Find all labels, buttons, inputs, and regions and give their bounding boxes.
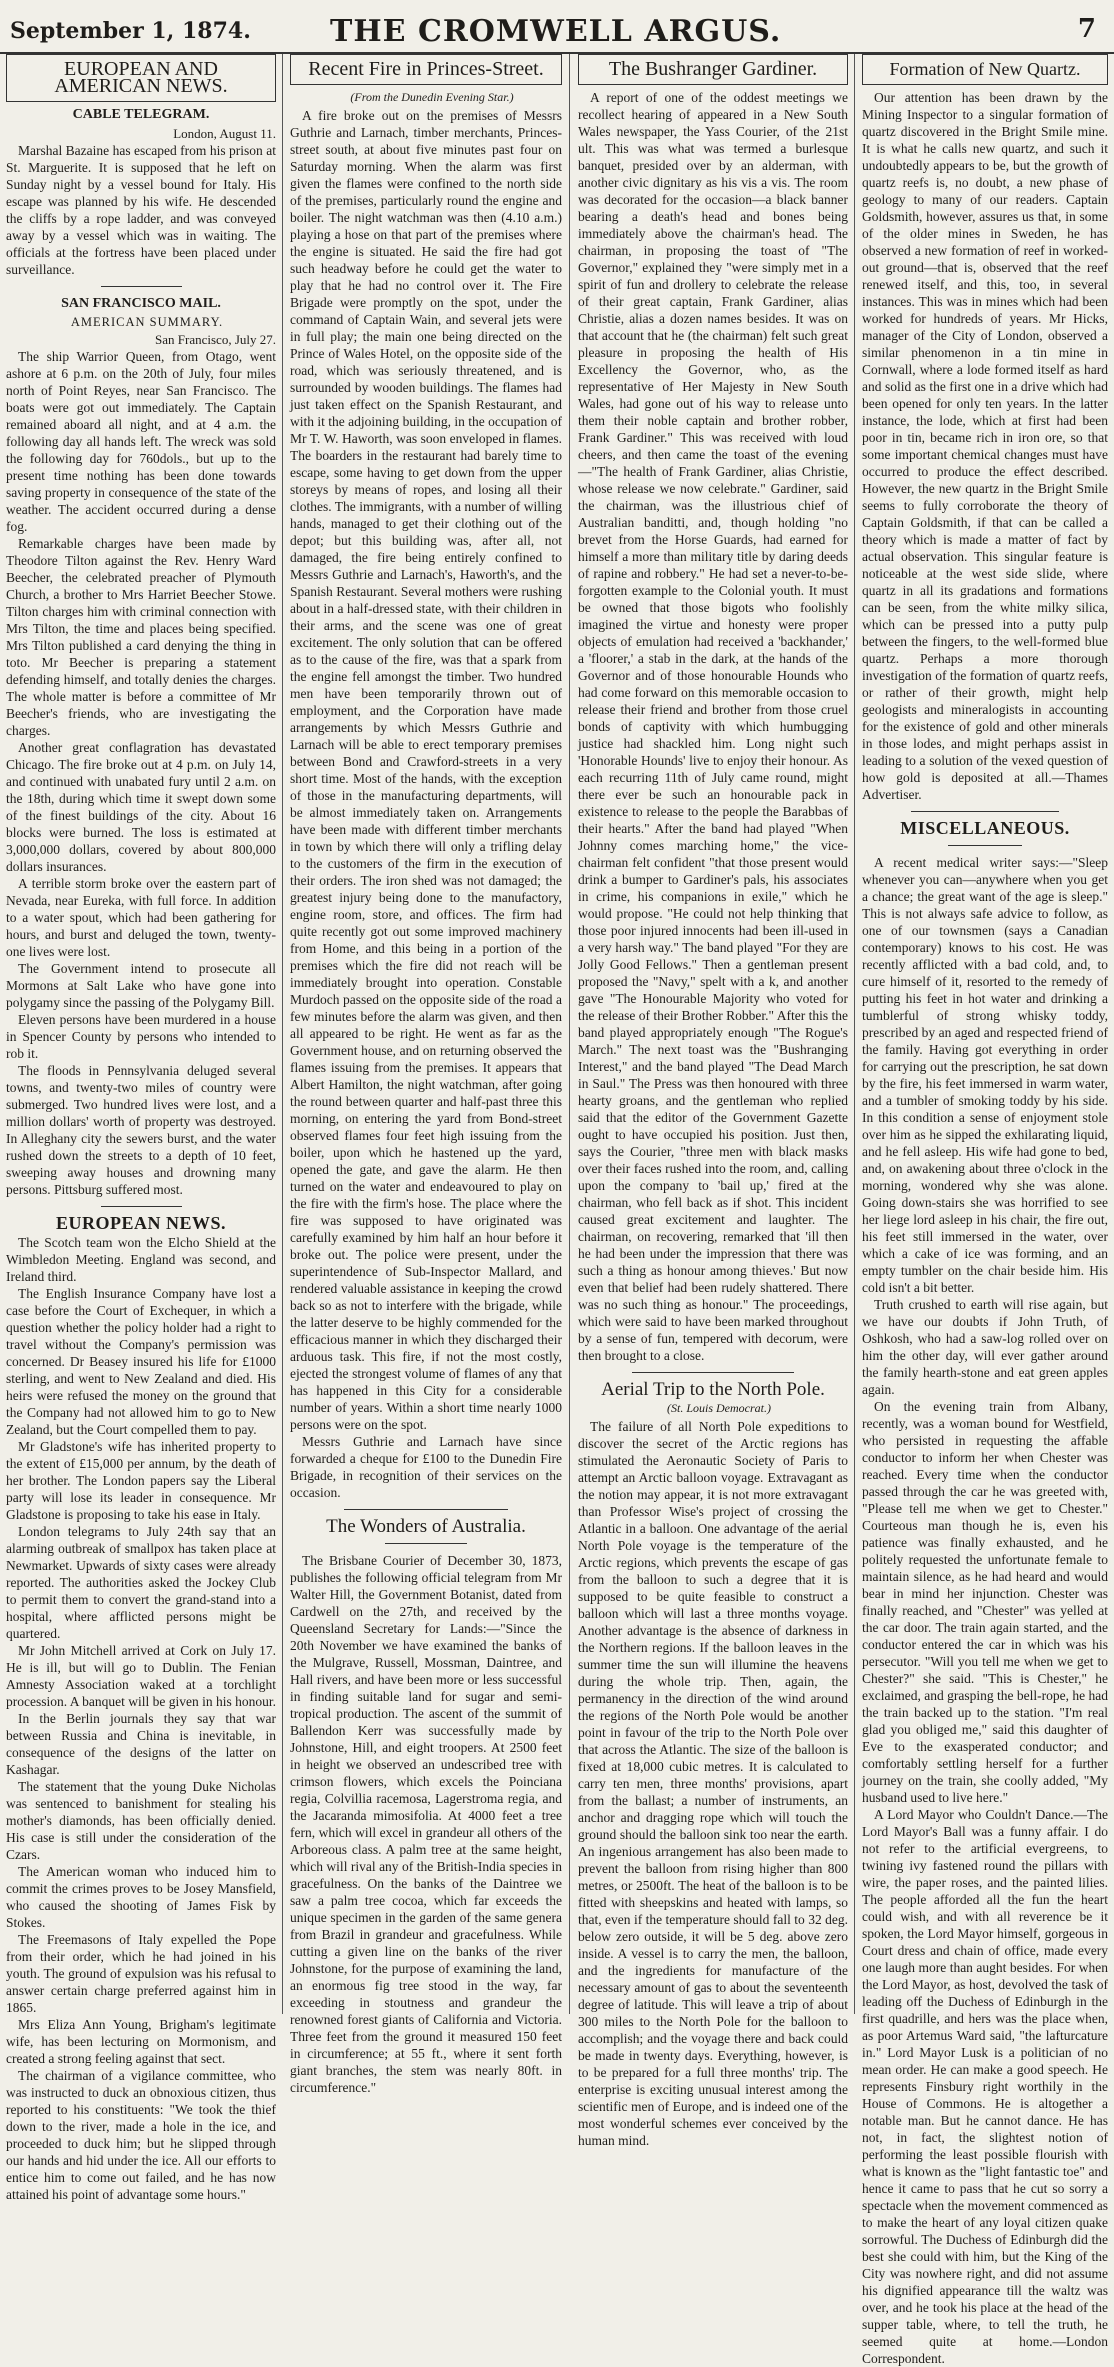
bushranger-heading: The Bushranger Gardiner. bbox=[608, 58, 818, 80]
article-paragraph: A recent medical writer says:—"Sleep whenever you can—anywhere when you get a chance; the great want of the age is sleep." This is not always safe advice to follow, as one of our townsmen (says a Canadian contemporary) knows to his cost. He was recently afflicted with a bad cold, and, to cure himself of it, resorted to the remedy of putting his feet in hot water and drinking a tumblerful of strong whisky toddy, prescribed by an aged and respected friend of the family. Having got everything in order for carrying out the prescription, he sat down by the fire, his feet immersed in warm water, and a tumbler of smoking toddy by his side. In this condition a sense of enjoyment stole over him as he sipped the exhilarating liquid, and he fell asleep. His wife had gone to bed, and, on awakening about three o'clock in the morning, wondered why she was alone. Going down-stairs she was horrified to see her liege lord asleep in his chair, the fire out, his feet still immersed in the water, over which a cake of ice was forming, and an empty tumbler on the chair beside him. His cold isn't a bit better. bbox=[862, 855, 1108, 1295]
recent-fire-heading: Recent Fire in Princes-Street. bbox=[308, 58, 544, 80]
column-1 bbox=[6, 54, 276, 2202]
article-paragraph: The ship Warrior Queen, from Otago, went ashore at 6 p.m. on the 20th of July, four miles north of Point Reyes, near San Francisco. The boats were got out immediately. The Captain remained aboard all night, and at 4 a.m. the following day all hands left. The wreck was sold the following day for 760dols., but up to the present time nothing has been done towards saving property in consequence of the state of the weather. The accident occurred during a dense fog. bbox=[6, 349, 276, 534]
column-2 bbox=[290, 54, 562, 2095]
divider bbox=[101, 1206, 182, 1207]
page-columns bbox=[0, 54, 1114, 2366]
misc-paragraphs bbox=[862, 854, 1108, 2367]
american-summary-subheading: AMERICAN SUMMARY. bbox=[70, 315, 224, 329]
column-rule bbox=[569, 54, 570, 2014]
divider bbox=[101, 286, 182, 287]
column-3 bbox=[578, 54, 848, 2148]
article-heading-box bbox=[578, 54, 848, 85]
article-paragraph: The failure of all North Pole expeditions to discover the secret of the Arctic regions has stimulated the Aeronautic Society of Paris to attempt an Arctic balloon voyage. Extravagant as the notion may appear, it is not more extravagant than Professor Wise's project of crossing the Atlantic in a balloon. One advantage of the aerial North Pole voyage is the temperature of the Arctic regions, which prevents the escape of gas from the balloon to such a degree that it is supposed to be quite feasible to construct a balloon which will last a three months voyage. Another advantage is the absence of darkness in the Northern regions. If the balloon leaves in the summer time the sun will illumine the heavens during the whole trip. Then, again, the permanency in the direction of the wind around the regions of the North Pole would be another point in favour of the trip to the North Pole over that across the Atlantic. The size of the balloon is fixed at 18,000 cubic metres. It is calculated to carry ten men, three months' provisions, apart from the ballast; a number of instruments, an anchor and dragging rope which will touch the ground should the balloon sink too near the earth. An ingenious arrangement has also been made to prevent the balloon from rising higher than 800 metres, or 2500ft. The heat of the balloon is to be fitted with sheepskins and heated with lamps, so that, even if the temperature should fall to 32 deg. below zero outside, it will be 5 deg. above zero inside. A vessel is to carry the men, the balloon, and the ingredients for manufacture of the necessary amount of gas to about the seventeenth degree of latitude. This will leave a trip of about 300 miles to the North Pole for the balloon to accomplish; and the voyage there and back could be made in twenty days. Everything, however, is to be prepared for a full three months' trip. The enterprise is exciting unusual interest among the scientific men of Europe, and is indeed one of the most wonderful schemes ever conceived by the human mind. bbox=[578, 1419, 848, 2148]
divider bbox=[385, 1543, 467, 1544]
fire-paragraphs bbox=[290, 107, 562, 1501]
section-heading-box bbox=[6, 54, 276, 102]
euro-paragraphs bbox=[6, 1234, 276, 2203]
article-paragraph: The chairman of a vigilance committee, who was instructed to duck an obnoxious citizen, thus reported to his constituents: "We took the thief down to the river, made a hole in the ice, and proceeded to duck him; but he slipped through our hands and hid under the ice. All our efforts to entice him to come out failed, and he has now attained his point of advantage some hours." bbox=[6, 2068, 276, 2202]
wonders-paragraphs bbox=[290, 1552, 562, 2096]
article-paragraph: The Government intend to prosecute all Mormons at Salt Lake who have gone into polygamy since the passing of the Polygamy Bill. bbox=[6, 961, 276, 1010]
article-paragraph: On the evening train from Albany, recently, was a woman bound for Westfield, who persisted in requesting the affable conductor to inform her when Chester was reached. Every time when the conductor passed through the car he was greeted with, "Please tell me when we get to Chester." Courteous man though he is, even his patience was finally exhausted, and he politely requested the unfortunate female to maintain silence, as he had heard and would bear in mind her injunction. Chester was finally reached, and "Chester" was yelled at the car door. The train again started, and the conductor entered the car in which was his persecutor. "Will you tell me when we get to Chester?" she said. "This is Chester," he exclaimed, and grasping the bell-rope, he had the train backed up to the station. "I'm real glad you obliged me," said this daughter of Eve to the exasperated conductor; and comfortably settling herself for a further journey on the train, she coolly added, "My husband used to live here." bbox=[862, 1399, 1108, 1805]
article-paragraph: The floods in Pennsylvania deluged several towns, and twenty-two miles of country were submerged. Two hundred lives were lost, and a million dollars' worth of property was destroyed. In Alleghany city the sewers burst, and the water rushed down the streets to a depth of 10 feet, sweeping away houses and drowning many persons. Pittsburg suffered most. bbox=[6, 1063, 276, 1197]
article-paragraph: Mrs Eliza Ann Young, Brigham's legitimate wife, has been lecturing on Mormonism, and created a strong feeling against that sect. bbox=[6, 2017, 276, 2066]
bushranger-paragraphs bbox=[578, 89, 848, 1364]
newspaper-title: THE CROMWELL ARGUS. bbox=[330, 14, 782, 49]
quartz-paragraphs bbox=[862, 89, 1108, 803]
cable-text: Marshal Bazaine has escaped from his prison at St. Marguerite. It is supposed that he left on Sunday night by a vessel bound for Italy. His escape was planned by his wife. He descended the cliffs by a rope ladder, and was conveyed away by a vessel which was in waiting. The officials at the fortress have been placed under surveillance. bbox=[6, 143, 276, 277]
fire-source: (From the Dunedin Evening Star.) bbox=[350, 90, 514, 104]
divider bbox=[911, 811, 1059, 812]
miscellaneous-heading: MISCELLANEOUS. bbox=[900, 818, 1070, 838]
article-paragraph: Remarkable charges have been made by Theodore Tilton against the Rev. Henry Ward Beecher, the celebrated preacher of Plymouth Church, a brother to Mrs Harriet Beecher Stowe. Tilton charges him with criminal connection with Mrs Tilton, the time and places being specified. Mrs Tilton published a card denying the thing in toto. Mr Beecher is preparing a statement defending himself, and totally denies the charges. The whole matter is before a committee of Mr Beecher's friends, who are investigating the charges. bbox=[6, 536, 276, 738]
article-paragraph: The American woman who induced him to commit the crimes proves to be Josey Mansfield, who caused the shooting of James Fisk by Stokes. bbox=[6, 1864, 276, 1930]
sf-paragraphs bbox=[6, 348, 276, 1198]
article-paragraph: A report of one of the oddest meetings we recollect hearing of appeared in a New South Wales newspaper, the Yass Courier, of the 21st ult. This was what was termed a burlesque banquet, presided over by an alderman, with another civic dignitary as his vis a vis. The room was decorated for the occasion—a black banner bearing a death's head and bones being immediately above the chairman's head. The chairman, in proposing the toast of "The Governor," explained they "were simply met in a spirit of fun and drollery to celebrate the release of their great captain, Frank Gardiner, alias Christie, alias a dozen names besides. It was on that account that he (the chairman) felt such great pleasure in proposing the health of His Excellency the Governor, who, as the representative of Her Majesty in New South Wales, had gone out of his way to release unto them their noble captain and brother robber, Frank Gardiner." This was received with loud cheers, and then came the toast of the evening—"The health of Frank Gardiner, alias Christie, whose release we now celebrate." Gardiner, said the chairman, was the illustrious chief of Australian banditti, and, though holding "no brevet from the Horse Guards, had earned for himself a more than military title by daring deeds of rapine and robbery." He had set a never-to-be-forgotten example to the Colonial youth. It must be owned that those bigots who foolishly imagined the virtue and honesty were proper objects of emulation had received a 'backhander,' a 'floorer,' a stab in the dark, at the hands of the Governor and of those honourable Hounds who had come forward on this memorable occasion to release their friend and brother from those cruel bonds of captivity with which humbugging justice had shackled him. Long night such 'Honorable Hounds' live to enjoy their honour. As each recurring 11th of July came round, might there ever be such an honourable pack in existence to release to the people the Barabbas of their hearts." After the band had played "When Johnny comes marching home," the vice-chairman felt confident "that those present would drink a bumper to Gardiner's pals, his associates in crime, his companions in exile," which he would propose. "He could not help thinking that those poor injured innocents had been ill-used in a very harsh way." The band played "For they are Jolly Good Fellows." Then a gentleman present proposed the "Navy," spelt with a k, and another gave "The Honourable Majority who voted for the release of their Brother Robber." After this the band played appropriately enough "The Rogue's March." The next toast was the "Bushranging Interest," and the band played "The Dead March in Saul." The Press was then honoured with three hearty groans, and the gentleman who replied said that the editor of the Government Gazette ought to have occupied his position. Just then, says the Courier, "three men with black masks over their faces rushed into the room, and, calling upon the company to 'bail up,' fired at the chairman, who fell back as if shot. This incident caused great excitement and laughter. The chairman, on recovering, remarked that 'ill then he had been under the impression that there was such a thing as honour among thieves.' But now even that belief had been rudely shattered. There was no such thing as honour." The proceedings, which were said to have been marked throughout by a sense of fun, tempered with decorum, were then brought to a close. bbox=[578, 90, 848, 1363]
article-paragraph: The Scotch team won the Elcho Shield at the Wimbledon Meeting. England was second, and Ireland third. bbox=[6, 1235, 276, 1284]
sf-dateline: San Francisco, July 27. bbox=[155, 332, 276, 347]
article-paragraph: Another great conflagration has devastated Chicago. The fire broke out at 4 p.m. on July 14, and continued with unabated fury until 2 a.m. on the 18th, during which time it swept down some of the finest buildings of the city. About 16 blocks were burned. The loss is estimated at 3,000,000 dollars, covered by about 800,000 dollars insurances. bbox=[6, 740, 276, 874]
cable-dateline: London, August 11. bbox=[173, 126, 276, 141]
aerial-source: (St. Louis Democrat.) bbox=[667, 1401, 771, 1415]
article-paragraph: Our attention has been drawn by the Mining Inspector to a singular formation of quartz discovered in the Bright Smile mine. It is what he calls new quartz, and such it undoubtedly appears to be, but the growth of quartz reefs is, no doubt, a new phase of geology to many of our readers. Captain Goldsmith, however, assures us that, in some of the older mines in Sweden, he has observed a new formation of reef in worked-out ground—that is, observed that the reef renewed itself, and this, too, in several instances. This was in mines which had been worked for hundreds of years. Mr Hicks, manager of the City of London, observed a similar phenomenon in a tin mine in Cornwall, where a lode formed itself as hard and solid as the first one in a drive which had been opened for only ten years. In the latter instance, the lode, which at first had been poor in tin, became rich in iron ore, so that some important chemical changes must have occurred to produce the effect described. However, the new quartz in the Bright Smile seems to fully corroborate the theory of Captain Goldsmith, if that can be called a theory which is made a matter of fact by actual observation. This singular feature is noticeable at the west side slide, where quartz in all its gradations and formations can be seen, from the white milky silica, which can be pressed into a putty pulp between the fingers, to the well-formed blue quartz. Perhaps a more thorough investigation of the formation of quartz reefs, or rather of their growth, might help geologists and mineralogists in accounting for the existence of gold and other minerals in those lodes, and might perhaps assist in leading to a solution of the vexed question of how gold is deposited at all.—Thames Advertiser. bbox=[862, 90, 1108, 802]
article-heading-box bbox=[290, 54, 562, 85]
article-paragraph: Mr Gladstone's wife has inherited property to the extent of £15,000 per annum, by the death of her brother. The London papers say the Liberal party will lose its leader in consequence. Mr Gladstone is proposing to take his ease in Italy. bbox=[6, 1439, 276, 1522]
new-quartz-heading: Formation of New Quartz. bbox=[889, 59, 1081, 79]
article-paragraph: The Brisbane Courier of December 30, 1873, publishes the following official telegram from Mr Walter Hill, the Government Botanist, dated from Cardwell on the 27th, and received by the Queensland Secretary for Lands:—"Since the 20th November we have examined the banks of the Mulgrave, Russell, Mossman, Daintree, and Hall rivers, and have been more or less successful in finding suitable land for sugar and semi-tropical production. The ascent of the summit of Ballendon Kerr was successfully made by Johnstone, Hill, and eight troopers. At 2500 feet in height we observed an undescribed tree with crimson flowers, which excels the Poinciana regia, Colvillia racemosa, Lagerstroma regia, and the Jacaranda mimosifolia. At 4000 feet a tree fern, which will excel in grandeur all others of the Arboreous class. A palm tree at the same height, which will rival any of the British-India species in gracefulness. On the banks of the Daintree we saw a palm tree cocoa, which far exceeds the unique specimen in the garden of the same genera from Brazil in grandeur and gracefulness. While cutting a given line on the banks of the river Johnstone, for the purpose of examining the land, an enormous fig tree stood in the way, far exceeding in stoutness and grandeur the renowned forest giants of California and Victoria. Three feet from the ground it measured 150 feet in circumference; at 55 ft., where it sent forth giant branches, the stem was nearly 80ft. in circumference." bbox=[290, 1553, 562, 2095]
article-paragraph: The English Insurance Company have lost a case before the Court of Exchequer, in which a question whether the policy holder had a right to travel without the Company's permission was concerned. Dr Beasey insured his life for £1000 sterling, and went to New Zealand and died. His heirs were refused the money on the ground that the Company had not allowed him to go to New Zealand, but the Court compelled them to pay. bbox=[6, 1286, 276, 1437]
article-paragraph: A Lord Mayor who Couldn't Dance.—The Lord Mayor's Ball was a funny affair. I do not refer to the artificial evergreens, to twining ivy fastened round the pillars with wire, the paper roses, and the painted lilies. The people afforded all the fun the heart could wish, and with all reverence be it spoken, the Lord Mayor himself, gorgeous in Court dress and chain of office, made every one laugh more than aught besides. For when the Lord Mayor, as host, devolved the task of leading off the Duchess of Edinburgh in the first quadrille, and hers was the place when, as poor Artemus Ward said, "the lafturcature in." Lord Mayor Lusk is a politician of no mean order. He can make a good speech. He represents Finsbury right worthily in the House of Commons. He is altogether a notable man. But he cannot dance. He has not, in fact, the slightest notion of performing the least possible flourish with what is known as the "light fantastic toe" and hence it came to pass that he cut so sorry a spectacle when the movement commenced as to make the heart of any loyal citizen quake sorrowful. The Duchess of Edinburgh did the best she could with him, but the King of the City was nowhere right, and did not assume his dignified appearance till the waltz was over, and he took his place at the head of the supper table, where, to tell the truth, he seemed quite at home.—London Correspondent. bbox=[862, 1807, 1108, 2366]
article-heading-box bbox=[862, 54, 1108, 85]
page-number: 7 bbox=[1077, 14, 1096, 44]
aerial-trip-heading: Aerial Trip to the North Pole. bbox=[601, 1379, 825, 1400]
divider bbox=[632, 1372, 794, 1373]
article-paragraph: A fire broke out on the premises of Messrs Guthrie and Larnach, timber merchants, Princes-street south, at about five minutes past four on Saturday morning. When the alarm was first given the flames were confined to the north side of the premises, particularly round the engine and boiler. The night watchman was then (4.10 a.m.) playing a hose on that part of the premises where the engine is situated. He said the fire had got such headway before he could get the water to play that he had no control over it. The Fire Brigade were promptly on the spot, under the command of Captain Wain, and several jets were in full play; the main one being directed on the Prince of Wales Hotel, on the opposite side of the road, which was seriously threatened, and is surrounded by wooden buildings. The flames had just taken effect on the Spanish Restaurant, and with it the adjoining building, in the occupation of Mr T. W. Haworth, was soon enveloped in flames. The boarders in the restaurant had barely time to escape, some having to get down from the upper storeys by means of ropes, and losing all their clothes. The immigrants, with a number of willing hands, managed to get their clothing out of the depot; but this building was, after all, not damaged, the fire being entirely confined to Messrs Guthrie and Larnach's, Haworth's, and the Spanish Restaurant. Several mothers were rushing about in a half-dressed state, with their children in their arms, and the scene was one of great excitement. The only solution that can be offered as to the cause of the fire, was that a spark from the engine fell amongst the timber. Two hundred men have been temporarily thrown out of employment, and the Corporation have made arrangements by which Messrs Guthrie and Larnach will be able to erect temporary premises between Bond and Crawford-streets in a very short time. Most of the hands, with the exception of those in the manufacturing departments, will be almost immediately taken on. Arrangements have been made with different timber merchants in town by which there will only a trifling delay to the customers of the firm in the execution of their orders. The iron shed was not damaged; the greatest injury being done to the manufactory, engine room, store, and offices. The firm had quite recently got out some improved machinery from Home, and this being in a portion of the premises which the fire did not reach will be immediately brought into operation. Constable Murdoch passed on the opposite side of the road a few minutes before the alarm was given, and then all appeared to be right. He went as far as the Government house, and on returning observed the flames issuing from the premises. It appears that Albert Hamilton, the night watchman, after going the round between quarter and half-past three this morning, on entering the yard from Bond-street observed flames four feet high issuing from the boiler, upon which he hastened up the yard, opened the gate, and gave the alarm. He then turned on the water and endeavoured to play on the fire with the firm's hose. The place where the fire was supposed to have originated was carefully examined by him half an hour before it broke out. The police were present, under the superintendence of Sub-Inspector Mallard, and rendered valuable assistance in keeping the crowd back so as not to interfere with the brigade, while the latter deserve to be highly commended for the efficacious manner in which they discharged their arduous task. This fire, if not the most costly, ejected the strongest volume of flames of any that has happened in this City for a considerable number of years. Within a short time nearly 1000 persons were on the spot. bbox=[290, 108, 562, 1432]
divider bbox=[344, 1509, 507, 1510]
masthead bbox=[0, 0, 1114, 54]
article-paragraph: Mr John Mitchell arrived at Cork on July 17. He is ill, but will go to Dublin. The Fenian Amnesty Association waked at a torchlight procession. A banquet will be given in his honour. bbox=[6, 1643, 276, 1709]
wonders-heading: The Wonders of Australia. bbox=[326, 1516, 526, 1537]
european-american-news-heading: EUROPEAN AND AMERICAN NEWS. bbox=[54, 58, 228, 97]
divider bbox=[948, 845, 1022, 846]
european-news-heading: EUROPEAN NEWS. bbox=[55, 1213, 227, 1233]
article-paragraph: London telegrams to July 24th say that an alarming outbreak of smallpox has taken place at Newmarket. Upwards of sixty cases were already reported. The authorities asked the Jockey Club to permit them to convert the grand-stand into a hospital, where afflicted persons might be quartered. bbox=[6, 1524, 276, 1641]
aerial-paragraphs bbox=[578, 1418, 848, 2149]
column-4 bbox=[862, 54, 1108, 2366]
article-paragraph: Truth crushed to earth will rise again, but we have our doubts if John Truth, of Oshkosh, who had a saw-log rolled over on him the other day, will ever gather around the family hearth-stone and eat green apples again. bbox=[862, 1297, 1108, 1397]
article-paragraph: Messrs Guthrie and Larnach have since forwarded a cheque for £100 to the Dunedin Fire Brigade, in recognition of their services on the occasion. bbox=[290, 1434, 562, 1500]
cable-telegram-heading: CABLE TELEGRAM. bbox=[72, 107, 210, 122]
article-paragraph: The Freemasons of Italy expelled the Pope from their order, which he had joined in his youth. The ground of expulsion was his refusal to answer certain charge preferred against him in 1865. bbox=[6, 1932, 276, 2015]
article-paragraph: The statement that the young Duke Nicholas was sentenced to banishment for stealing his mother's diamonds, has been officially denied. His case is still under the consideration of the Czars. bbox=[6, 1779, 276, 1862]
sf-mail-heading: SAN FRANCISCO MAIL. bbox=[61, 296, 221, 311]
article-paragraph: A terrible storm broke over the eastern part of Nevada, near Eureka, with full force. In addition to a water spout, which had been gathering for hours, and burst and deluged the town, twenty-one lives were lost. bbox=[6, 876, 276, 959]
issue-date: September 1, 1874. bbox=[10, 18, 251, 44]
column-rule bbox=[854, 54, 855, 2014]
article-paragraph: Eleven persons have been murdered in a house in Spencer County by persons who intended to rob it. bbox=[6, 1012, 276, 1061]
article-paragraph: In the Berlin journals they say that war between Russia and China is inevitable, in consequence of the designs of the latter on Kashagar. bbox=[6, 1711, 276, 1777]
column-rule bbox=[282, 54, 283, 2014]
